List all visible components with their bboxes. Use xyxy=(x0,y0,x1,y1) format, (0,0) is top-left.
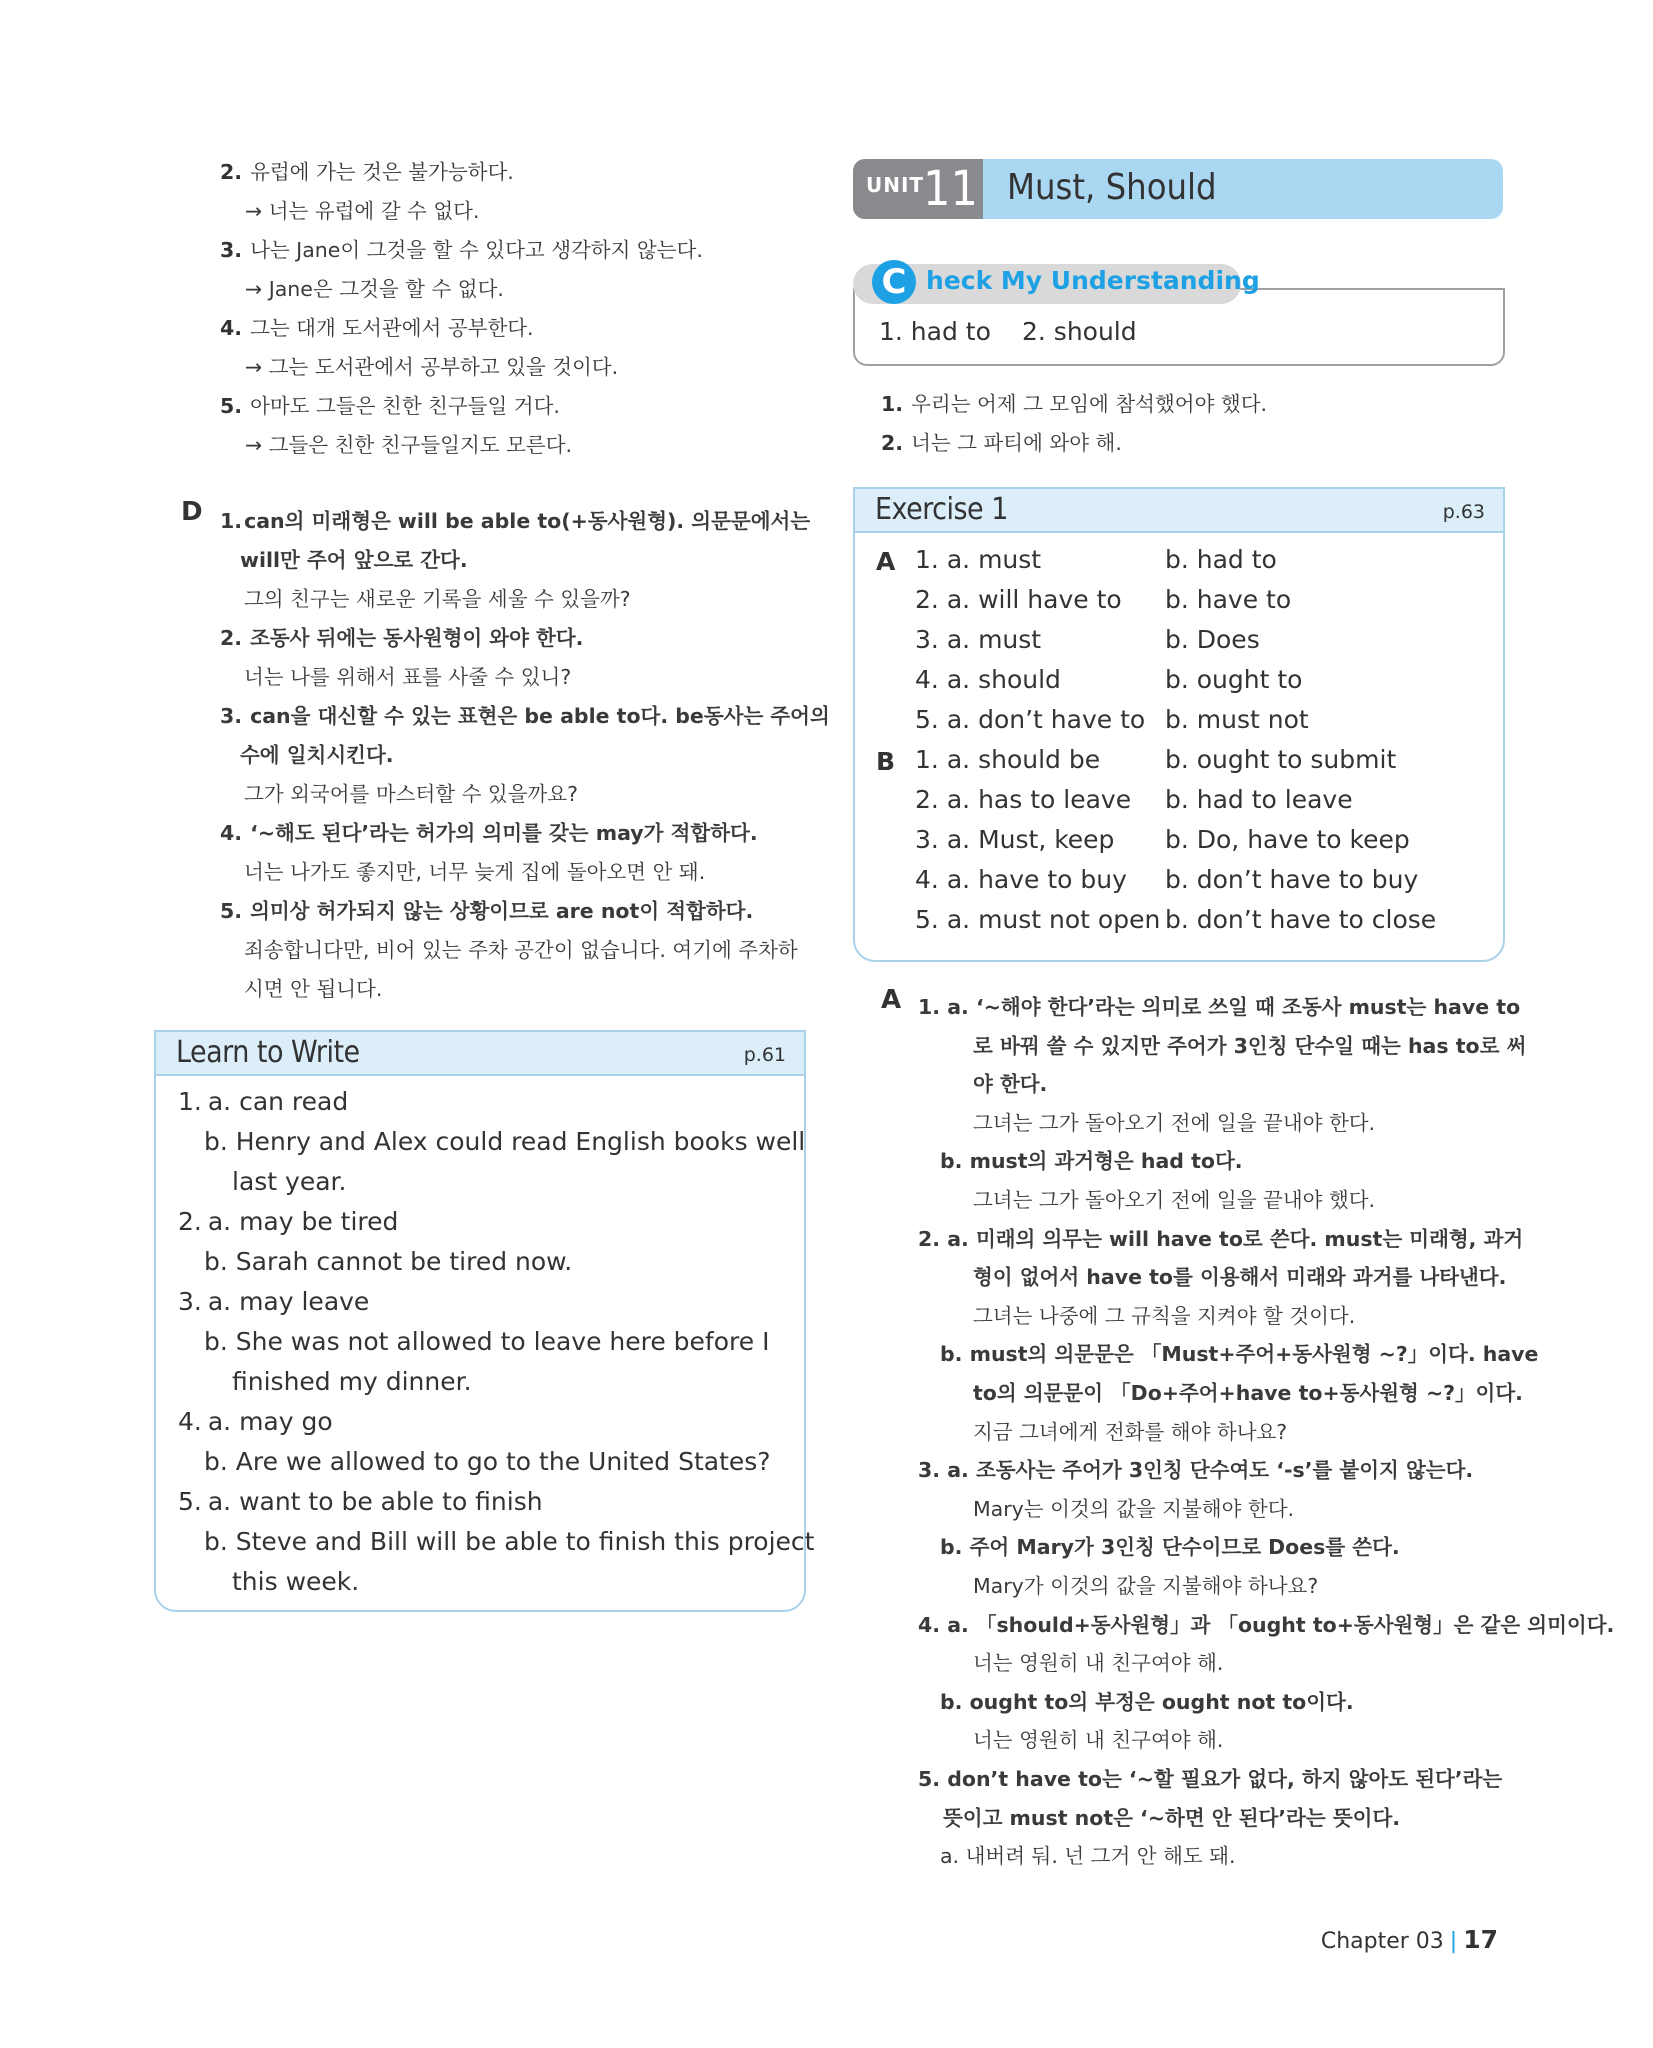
item-explanation: 의미상 허가되지 않는 상황이므로 are not이 적합하다. xyxy=(250,899,754,923)
item-number: 3. xyxy=(915,625,939,654)
item-number: 2. xyxy=(915,585,939,614)
learn-to-write-title: Learn to Write xyxy=(176,1035,360,1070)
note-text: 우리는 어제 그 모임에 참석했어야 했다. xyxy=(911,392,1268,416)
item-number: 1. xyxy=(178,1087,202,1116)
item-number: 5. xyxy=(178,1487,202,1516)
answer-a: a. Must, keep xyxy=(946,825,1115,854)
explanation-line: 3. a. 조동사는 주어가 3인칭 단수여도 ‘-s’를 붙이지 않는다. xyxy=(918,1458,1474,1483)
unit-title: Must, Should xyxy=(1007,167,1217,208)
item-number: 2. xyxy=(881,431,904,455)
answer-a: a. should xyxy=(946,665,1061,694)
explanation-line: 그녀는 그가 돌아오기 전에 일을 끝내야 한다. xyxy=(973,1110,1376,1135)
section-letter-d: D xyxy=(181,497,203,527)
ltw-item xyxy=(178,1287,369,1316)
answer-a: a. want to be able to finish xyxy=(207,1487,543,1516)
exercise-row xyxy=(915,665,1061,694)
explanation-line: 그녀는 그가 돌아오기 전에 일을 끝내야 했다. xyxy=(973,1188,1376,1212)
answer-a: a. can read xyxy=(207,1087,349,1116)
c-item xyxy=(220,233,703,263)
explanation-line: 1. a. ‘~해야 한다’라는 의미로 쓰일 때 조동사 must는 have to xyxy=(918,995,1521,1019)
exercise-title: Exercise 1 xyxy=(875,492,1008,527)
check-answer: 2. should xyxy=(1022,317,1137,346)
explanation-line: Mary는 이것의 값을 지불해야 한다. xyxy=(973,1496,1295,1521)
item-number: 5. xyxy=(220,394,243,418)
item-number: 2. xyxy=(915,785,939,814)
exercise-answer-b: b. don’t have to buy xyxy=(1165,865,1419,894)
exercise-answer-b: b. don’t have to close xyxy=(1165,905,1437,934)
ltw-answer-b: finished my dinner. xyxy=(232,1367,472,1396)
item-number: 1. xyxy=(220,509,243,533)
exercise-row xyxy=(915,585,1122,614)
explanation-line: to의 의문문이 「Do+주어+have to+동사원형 ~?」이다. xyxy=(973,1381,1523,1405)
exercise-row xyxy=(915,865,1127,894)
answer-a: a. may go xyxy=(207,1407,333,1436)
item-number: 3. xyxy=(220,704,243,728)
item-number: 4. xyxy=(178,1407,202,1436)
item-number: 4. xyxy=(915,665,939,694)
exercise-answer-b: b. had to xyxy=(1165,545,1277,574)
d-item-translation: 그의 친구는 새로운 기록을 세울 수 있을까? xyxy=(244,587,631,611)
explanation-line: 너는 영원히 내 친구여야 해. xyxy=(973,1651,1224,1676)
item-explanation: can을 대신할 수 있는 표현은 be able to다. be동사는 주어의 xyxy=(250,704,830,728)
explanation-line: 형이 없어서 have to를 이용해서 미래와 과거를 나타낸다. xyxy=(973,1265,1507,1290)
ltw-item xyxy=(178,1207,398,1236)
footer-separator: | xyxy=(1449,1929,1458,1954)
ltw-answer-b: b. She was not allowed to leave here before I xyxy=(204,1327,770,1356)
explanation-line: 지금 그녀에게 전화를 해야 하나요? xyxy=(973,1419,1288,1444)
learn-to-write-page: p.61 xyxy=(743,1044,786,1066)
item-text: 아마도 그들은 친한 친구들일 거다. xyxy=(250,394,560,418)
explanation-line: 너는 영원히 내 친구여야 해. xyxy=(973,1728,1224,1753)
c-item-translation: → 그는 도서관에서 공부하고 있을 것이다. xyxy=(245,355,619,379)
item-number: 1. xyxy=(915,745,939,774)
exercise-section-letter: B xyxy=(876,747,896,776)
d-item-explanation-cont: will만 주어 앞으로 간다. xyxy=(240,548,468,572)
answer-a: a. has to leave xyxy=(946,785,1132,814)
d-item-translation: 너는 나를 위해서 표를 사줄 수 있니? xyxy=(244,665,572,689)
item-number: 1. xyxy=(915,545,939,574)
d-item-explanation-cont: 수에 일치시킨다. xyxy=(240,743,394,767)
explanation-line: 2. a. 미래의 의무는 will have to로 쓴다. must는 미래형, 과거 xyxy=(918,1226,1524,1251)
check-title: heck My Understanding xyxy=(926,266,1260,295)
exercise-row xyxy=(915,705,1145,734)
answer-a: a. should be xyxy=(946,745,1101,774)
exercise-row xyxy=(915,745,1100,774)
c-item-translation: → 그들은 친한 친구들일지도 모른다. xyxy=(245,433,572,457)
d-item xyxy=(220,504,810,534)
d-item xyxy=(220,816,758,846)
explanation-line: Mary가 이것의 값을 지불해야 하나요? xyxy=(973,1574,1319,1598)
ltw-item xyxy=(178,1487,543,1516)
note-text: 너는 그 파티에 와야 해. xyxy=(911,431,1122,455)
explanation-line: 그녀는 나중에 그 규칙을 지켜야 할 것이다. xyxy=(973,1303,1356,1328)
c-item xyxy=(220,155,514,185)
c-item-translation: → Jane은 그것을 할 수 없다. xyxy=(245,277,504,301)
item-number: 4. xyxy=(915,865,939,894)
ltw-item xyxy=(178,1087,348,1116)
answer-a: a. must not open xyxy=(946,905,1161,934)
ltw-answer-b: b. Sarah cannot be tired now. xyxy=(204,1247,573,1276)
explanation-line: b. 주어 Mary가 3인칭 단수이므로 Does를 쓴다. xyxy=(940,1535,1400,1560)
item-number: 4. xyxy=(220,316,243,340)
ltw-answer-b: b. Are we allowed to go to the United States? xyxy=(204,1447,771,1476)
ltw-answer-b: this week. xyxy=(232,1567,360,1596)
exercise-answer-b: b. had to leave xyxy=(1165,785,1353,814)
d-item-translation: 그가 외국어를 마스터할 수 있을까요? xyxy=(244,782,578,806)
item-explanation: ‘~해도 된다’라는 허가의 의미를 갖는 may가 적합하다. xyxy=(250,821,758,845)
check-note xyxy=(881,387,1267,417)
item-number: 2. xyxy=(220,626,243,650)
page-footer xyxy=(1321,1925,1498,1954)
item-number: 3. xyxy=(178,1287,202,1316)
footer-chapter: Chapter 03 xyxy=(1320,1929,1444,1954)
answer-a: a. have to buy xyxy=(946,865,1127,894)
explanation-line: 야 한다. xyxy=(973,1072,1048,1097)
item-explanation: 조동사 뒤에는 동사원형이 와야 한다. xyxy=(250,626,584,650)
learn-to-write-header xyxy=(156,1032,804,1076)
unit-number: 11 xyxy=(923,161,978,217)
explanation-line: 로 바꿔 쓸 수 있지만 주어가 3인칭 단수일 때는 has to로 써 xyxy=(973,1033,1527,1058)
check-answer: 1. had to xyxy=(879,317,991,346)
learn-to-write-box xyxy=(154,1030,806,1612)
item-number: 2. xyxy=(220,160,243,184)
c-item xyxy=(220,311,534,341)
item-text: 그는 대개 도서관에서 공부한다. xyxy=(250,316,534,340)
ltw-answer-b: b. Steve and Bill will be able to finish this project xyxy=(204,1527,815,1556)
c-item-translation: → 너는 유럽에 갈 수 없다. xyxy=(245,199,480,223)
check-note xyxy=(881,426,1122,456)
exercise-answer-b: b. have to xyxy=(1165,585,1292,614)
item-number: 5. xyxy=(220,899,243,923)
exercise-row xyxy=(915,785,1131,814)
exercise-header xyxy=(855,489,1503,533)
answer-a: a. will have to xyxy=(946,585,1122,614)
section-letter-a: A xyxy=(881,985,902,1015)
explanation-line: a. 내버려 둬. 넌 그거 안 해도 돼. xyxy=(940,1844,1236,1869)
exercise-answer-b: b. Do, have to keep xyxy=(1165,825,1410,854)
answer-a: a. may leave xyxy=(207,1287,370,1316)
explanation-line: b. ought to의 부정은 ought not to이다. xyxy=(940,1689,1354,1714)
item-number: 2. xyxy=(178,1207,202,1236)
ltw-answer-b: last year. xyxy=(232,1167,347,1196)
exercise-row xyxy=(915,905,1160,934)
ltw-item xyxy=(178,1407,333,1436)
exercise-answer-b: b. Does xyxy=(1165,625,1260,654)
item-number: 3. xyxy=(915,825,939,854)
exercise-answer-b: b. must not xyxy=(1165,705,1309,734)
d-item-translation: 시면 안 됩니다. xyxy=(244,977,383,1001)
exercise-page: p.63 xyxy=(1442,501,1485,523)
exercise-row xyxy=(915,545,1041,574)
ltw-answer-b: b. Henry and Alex could read English books well xyxy=(204,1127,806,1156)
unit-label: UNIT xyxy=(866,173,925,197)
explanation-line: b. must의 의문문은 「Must+주어+동사원형 ~?」이다. have xyxy=(940,1342,1539,1367)
explanation-line: 뜻이고 must not은 ‘~하면 안 된다’라는 뜻이다. xyxy=(943,1805,1401,1830)
check-c-icon: C xyxy=(872,260,916,304)
exercise-section-letter: A xyxy=(876,547,896,576)
answer-a: a. may be tired xyxy=(207,1207,399,1236)
item-text: 유럽에 가는 것은 불가능하다. xyxy=(250,160,514,184)
answer-a: a. must xyxy=(946,625,1042,654)
answer-a: a. don’t have to xyxy=(946,705,1146,734)
explanation-line: 5. don’t have to는 ‘~할 필요가 없다, 하지 않아도 된다’라는 xyxy=(918,1767,1503,1791)
unit-banner xyxy=(853,159,1503,219)
item-text: 나는 Jane이 그것을 할 수 있다고 생각하지 않는다. xyxy=(250,238,703,262)
exercise-answer-b: b. ought to submit xyxy=(1165,745,1397,774)
item-explanation: can의 미래형은 will be able to(+동사원형). 의문문에서는 xyxy=(244,509,811,533)
d-item-translation: 너는 나가도 좋지만, 너무 늦게 집에 돌아오면 안 돼. xyxy=(244,860,706,884)
exercise-row xyxy=(915,625,1041,654)
explanation-line: 4. a. 「should+동사원형」과 「ought to+동사원형」은 같은 의미이다. xyxy=(918,1612,1615,1637)
d-item xyxy=(220,699,830,729)
answer-a: a. must xyxy=(946,545,1042,574)
d-item-translation: 죄송합니다만, 비어 있는 주차 공간이 없습니다. 여기에 주차하 xyxy=(244,938,798,962)
item-number: 4. xyxy=(220,821,243,845)
exercise-row xyxy=(915,825,1114,854)
item-number: 5. xyxy=(915,905,939,934)
d-item xyxy=(220,621,583,651)
item-number: 1. xyxy=(881,392,904,416)
unit-badge xyxy=(853,159,983,219)
item-number: 3. xyxy=(220,238,243,262)
explanation-line: b. must의 과거형은 had to다. xyxy=(940,1149,1243,1174)
footer-page-number: 17 xyxy=(1463,1925,1498,1954)
item-number: 5. xyxy=(915,705,939,734)
exercise-answer-b: b. ought to xyxy=(1165,665,1303,694)
c-item xyxy=(220,389,560,419)
d-item xyxy=(220,894,753,924)
